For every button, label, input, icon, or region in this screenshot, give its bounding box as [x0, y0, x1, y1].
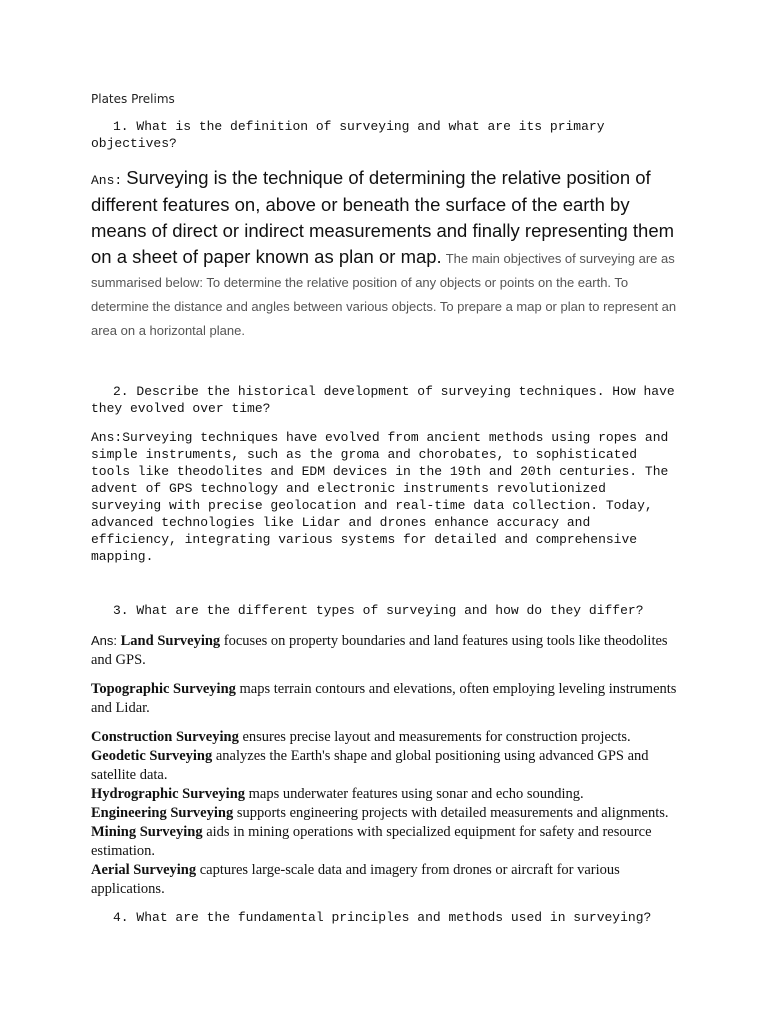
answer-2 — [91, 429, 681, 565]
answer-1-definition: Surveying is the technique of determining the relative position of different features on, above or beneath the surface of the earth by means of direct or indirect measurements and finally representing them on a sheet of paper known as plan or map. — [91, 167, 675, 267]
question-1 — [91, 118, 681, 152]
survey-type-hydrographic — [91, 785, 681, 804]
survey-type-term: Construction Surveying — [91, 729, 239, 745]
question-3 — [91, 602, 681, 619]
survey-type-desc: captures large-scale data and imagery from drones or aircraft for various applications. — [91, 862, 620, 897]
answer-3-label: Ans: — [91, 633, 118, 648]
answer-3 — [91, 631, 681, 899]
survey-type-term: Hydrographic Surveying — [91, 786, 246, 802]
survey-type-term: Engineering Surveying — [91, 805, 234, 821]
survey-type-construction — [91, 728, 681, 747]
survey-type-engineering — [91, 804, 681, 823]
survey-type-geodetic — [91, 747, 681, 785]
question-4-number: 4. — [113, 910, 129, 925]
survey-type-desc: maps terrain contours and elevations, often employing leveling instruments and Lidar. — [91, 681, 677, 716]
question-3-text: What are the different types of surveying and how do they differ? — [136, 603, 644, 618]
answer-2-text: Surveying techniques have evolved from ancient methods using ropes and simple instruments, such as the groma and chorobates, to sophisticated tools like theodolites and EDM devices in the 19th and 20th centuries. The advent of GPS technology and electronic instruments revolutionized surveying with precise geolocation and real-time data collection. Today, advanced technologies like Lidar and drones enhance accuracy and efficiency, integrating various systems for detailed and comprehensive mapping. — [91, 430, 669, 564]
survey-type-desc: aids in mining operations with specialized equipment for safety and resource estimation. — [91, 824, 652, 859]
answer-1-objectives: The main objectives of surveying are as summarised below: To determine the relative position of any objects or points on the earth. To determine the distance and angles between various objects. To prepare a map or plan to represent an area on a horizontal plane. — [91, 251, 677, 338]
question-2-number: 2. — [113, 384, 129, 399]
survey-type-desc: supports engineering projects with detailed measurements and alignments. — [233, 805, 669, 821]
survey-type-term: Mining Surveying — [91, 824, 203, 840]
survey-type-desc: focuses on property boundaries and land features using tools like theodolites and GPS. — [91, 633, 668, 668]
survey-type-desc: maps underwater features using sonar and echo sounding. — [245, 786, 584, 802]
question-4 — [91, 909, 681, 926]
document-page — [91, 92, 681, 926]
answer-1 — [91, 166, 681, 343]
survey-type-desc: analyzes the Earth's shape and global positioning using advanced GPS and satellite data. — [91, 748, 649, 783]
answer-2-label: Ans: — [91, 430, 123, 445]
survey-type-aerial — [91, 861, 681, 899]
question-2-text: Describe the historical development of surveying techniques. How have they evolved over time? — [91, 384, 675, 416]
question-4-text: What are the fundamental principles and methods used in surveying? — [136, 910, 652, 925]
survey-type-term: Topographic Surveying — [91, 681, 236, 697]
question-2 — [91, 383, 681, 417]
survey-type-term: Land Surveying — [120, 633, 221, 649]
survey-type-desc: ensures precise layout and measurements for construction projects. — [238, 729, 631, 745]
document-header: Plates Prelims — [91, 92, 175, 106]
answer-1-label: Ans: — [91, 173, 123, 188]
survey-type-topographic — [91, 680, 681, 718]
survey-type-mining — [91, 823, 681, 861]
question-1-text: What is the definition of surveying and what are its primary objectives? — [91, 119, 605, 151]
survey-type-term: Geodetic Surveying — [91, 748, 213, 764]
survey-type-land — [91, 631, 681, 670]
question-1-number: 1. — [113, 119, 129, 134]
question-3-number: 3. — [113, 603, 129, 618]
survey-type-term: Aerial Surveying — [91, 862, 197, 878]
